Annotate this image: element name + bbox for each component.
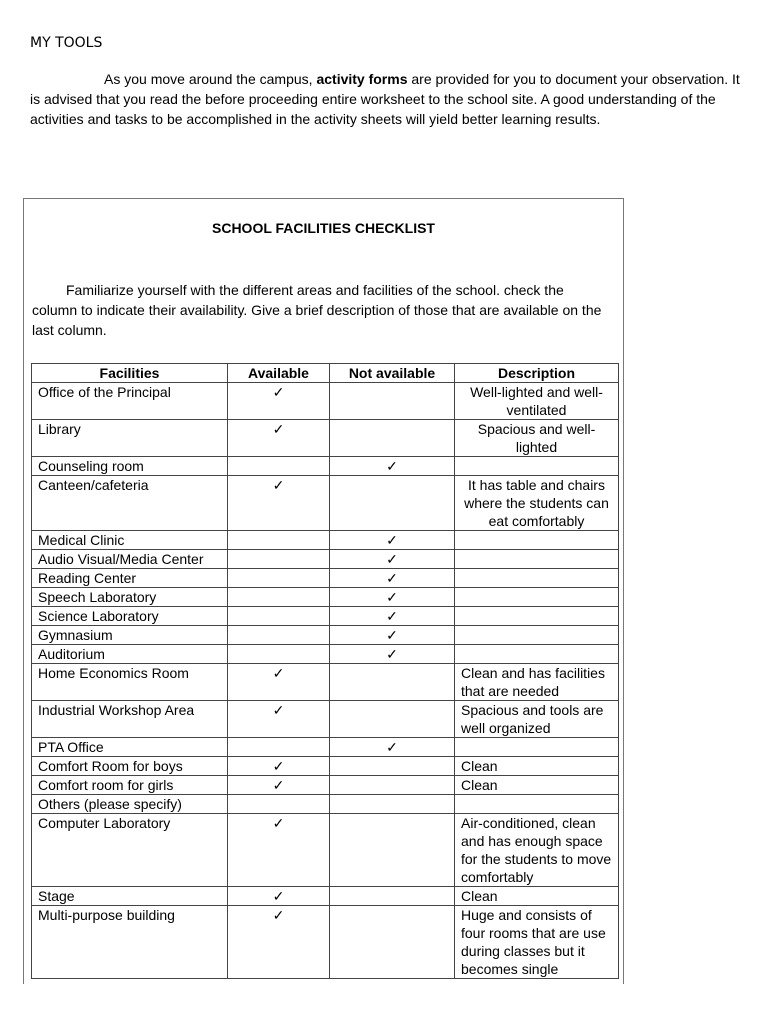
table-row [32,383,619,420]
header-facilities: Facilities [32,364,228,383]
available-mark-cell [228,531,330,550]
table-row [32,814,619,887]
not-available-mark-cell: ✓ [330,457,455,476]
table-row [32,588,619,607]
table-row [32,420,619,457]
document-heading: MY TOOLS [30,35,103,51]
facility-cell: Comfort Room for boys [32,757,228,776]
table-row [32,757,619,776]
table-body [32,383,619,979]
description-cell [455,588,619,607]
description-cell [455,795,619,814]
table-row [32,531,619,550]
description-cell [455,457,619,476]
not-available-mark-cell: ✓ [330,588,455,607]
intro-paragraph [30,69,742,129]
available-mark-cell: ✓ [228,887,330,906]
checklist-instructions [32,280,612,340]
description-cell: Clean [455,887,619,906]
facility-cell: Canteen/cafeteria [32,476,228,531]
facility-cell: Stage [32,887,228,906]
available-mark-cell: ✓ [228,420,330,457]
facility-cell: Gymnasium [32,626,228,645]
not-available-mark-cell [330,795,455,814]
instructions-text: Familiarize yourself with the different areas and facilities of the school. check the column to indicate their availability. Give a brief description of those that are available on the last column. [32,282,602,338]
available-mark-cell [228,645,330,664]
available-mark-cell: ✓ [228,476,330,531]
header-available: Available [228,364,330,383]
available-mark-cell: ✓ [228,906,330,979]
facility-cell: Multi-purpose building [32,906,228,979]
table-row [32,738,619,757]
description-cell: Clean [455,776,619,795]
available-mark-cell: ✓ [228,814,330,887]
description-cell [455,531,619,550]
description-cell [455,626,619,645]
not-available-mark-cell [330,383,455,420]
header-not-available: Not available [330,364,455,383]
intro-text-after: are provided for you to document your observation. It is advised that you read the before proceeding entire worksheet to the school site. A good understanding of the activities and tasks to be accomplished in the activity sheets will yield better learning results. [30,71,740,127]
facility-cell: Library [32,420,228,457]
facilities-table [31,363,619,979]
facility-cell: Medical Clinic [32,531,228,550]
facility-cell: Counseling room [32,457,228,476]
facility-cell: Industrial Workshop Area [32,701,228,738]
not-available-mark-cell [330,476,455,531]
description-cell [455,607,619,626]
description-cell [455,550,619,569]
description-cell: Clean [455,757,619,776]
available-mark-cell [228,588,330,607]
table-row [32,550,619,569]
table-row [32,776,619,795]
available-mark-cell: ✓ [228,776,330,795]
not-available-mark-cell [330,887,455,906]
checklist-box [23,198,624,984]
not-available-mark-cell: ✓ [330,569,455,588]
description-cell: Clean and has facilities that are needed [455,664,619,701]
description-cell [455,645,619,664]
not-available-mark-cell: ✓ [330,531,455,550]
table-row [32,645,619,664]
available-mark-cell: ✓ [228,757,330,776]
table-row [32,664,619,701]
description-cell: It has table and chairs where the students can eat comfortably [455,476,619,531]
description-cell: Air-conditioned, clean and has enough space for the students to move comfortably [455,814,619,887]
not-available-mark-cell: ✓ [330,645,455,664]
table-row [32,906,619,979]
facility-cell: Audio Visual/Media Center [32,550,228,569]
table-row [32,607,619,626]
available-mark-cell: ✓ [228,701,330,738]
description-cell: Spacious and well-lighted [455,420,619,457]
not-available-mark-cell [330,814,455,887]
description-cell [455,738,619,757]
facility-cell: Others (please specify) [32,795,228,814]
facility-cell: Comfort room for girls [32,776,228,795]
table-row [32,795,619,814]
available-mark-cell [228,626,330,645]
facility-cell: Home Economics Room [32,664,228,701]
available-mark-cell [228,795,330,814]
available-mark-cell [228,569,330,588]
available-mark-cell [228,550,330,569]
facility-cell: Auditorium [32,645,228,664]
available-mark-cell [228,738,330,757]
not-available-mark-cell: ✓ [330,626,455,645]
intro-bold-text: activity forms [316,71,408,87]
table-row [32,569,619,588]
intro-text-before: As you move around the campus, [104,71,317,87]
facility-cell: Reading Center [32,569,228,588]
table-row [32,701,619,738]
table-row [32,626,619,645]
facility-cell: Computer Laboratory [32,814,228,887]
description-cell: Huge and consists of four rooms that are use during classes but it becomes single [455,906,619,979]
available-mark-cell: ✓ [228,664,330,701]
facility-cell: PTA Office [32,738,228,757]
table-header-row [32,364,619,383]
description-cell: Spacious and tools are well organized [455,701,619,738]
not-available-mark-cell [330,420,455,457]
available-mark-cell [228,607,330,626]
not-available-mark-cell [330,701,455,738]
facility-cell: Office of the Principal [32,383,228,420]
facility-cell: Science Laboratory [32,607,228,626]
available-mark-cell [228,457,330,476]
description-cell: Well-lighted and well-ventilated [455,383,619,420]
facility-cell: Speech Laboratory [32,588,228,607]
not-available-mark-cell: ✓ [330,550,455,569]
not-available-mark-cell [330,776,455,795]
description-cell [455,569,619,588]
table-row [32,476,619,531]
not-available-mark-cell [330,906,455,979]
not-available-mark-cell [330,757,455,776]
not-available-mark-cell: ✓ [330,607,455,626]
not-available-mark-cell [330,664,455,701]
table-row [32,887,619,906]
header-description: Description [455,364,619,383]
not-available-mark-cell: ✓ [330,738,455,757]
table-row [32,457,619,476]
checklist-title: SCHOOL FACILITIES CHECKLIST [212,220,435,236]
available-mark-cell: ✓ [228,383,330,420]
